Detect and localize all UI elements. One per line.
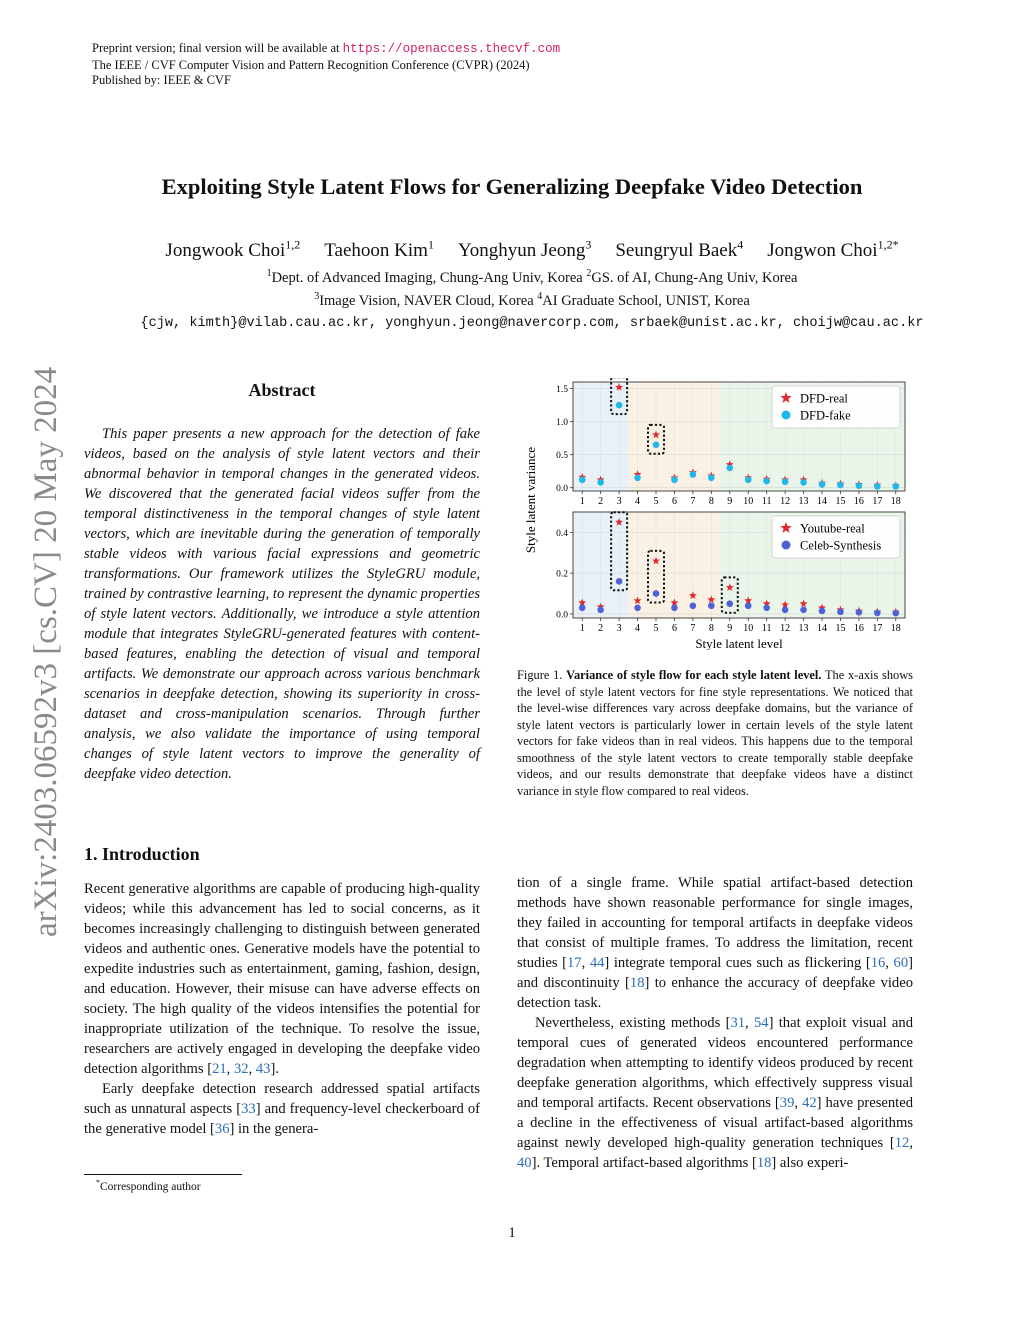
preprint-notice <box>92 41 560 89</box>
x-tick-label: 10 <box>743 623 754 634</box>
y-tick-label: 1.0 <box>556 418 568 429</box>
x-tick-label: 5 <box>653 623 659 634</box>
data-point-circle <box>745 476 752 483</box>
text-run: ] to enhance the accuracy of deepfake video detection task. <box>517 975 913 1011</box>
citation-link[interactable]: 18 <box>756 1155 772 1171</box>
x-tick-label: 13 <box>798 623 809 634</box>
data-point-circle <box>708 602 715 609</box>
data-point-circle <box>819 481 826 488</box>
data-point-circle <box>579 476 586 483</box>
x-tick-label: 14 <box>817 623 827 634</box>
data-point-circle <box>837 482 844 489</box>
legend-label: DFD-real <box>800 391 848 406</box>
chart-legend <box>772 516 900 558</box>
data-point-circle <box>616 402 623 409</box>
x-tick-label: 17 <box>872 623 883 634</box>
x-tick-label: 2 <box>598 496 604 507</box>
data-point-circle <box>856 609 863 616</box>
intro-paragraph <box>84 1079 480 1139</box>
y-tick-label: 1.5 <box>556 385 568 396</box>
author: Jongwook Choi$^{1,2}$ <box>165 238 301 262</box>
citation-link[interactable]: 12 <box>894 1135 910 1151</box>
x-tick-label: 15 <box>835 496 846 507</box>
data-point-circle <box>892 483 899 490</box>
intro-paragraph <box>517 1013 913 1173</box>
right-column-text <box>517 873 913 1173</box>
x-tick-label: 14 <box>817 496 827 507</box>
author-emails: {cjw, kimth}@vilab.cau.ac.kr, yonghyun.jeong@navercorp.com, srbaek@unist.ac.kr, choijw@cau.ac.kr <box>140 316 924 331</box>
text-run: ] that exploit visual and temporal cues of generated videos encountered performance degradation when attempting to identify videos produced by recent deepfake generation algorithms, which effectively suppress visual and temporal artifacts. Recent observations [ <box>517 1015 913 1111</box>
x-tick-label: 4 <box>635 623 641 634</box>
text-run: ] and discontinuity [ <box>517 955 913 991</box>
left-column-text <box>84 879 480 1139</box>
legend-label: DFD-fake <box>800 408 851 423</box>
y-tick-label: 0.0 <box>556 610 568 621</box>
chart-legend <box>772 386 900 428</box>
citation-link[interactable]: 43 <box>255 1061 271 1077</box>
data-point-circle <box>819 608 826 615</box>
citation-link[interactable]: 32 <box>233 1061 249 1077</box>
text-run: ] integrate temporal cues such as flickering [ <box>604 955 871 971</box>
x-tick-label: 7 <box>690 496 696 507</box>
x-tick-label: 13 <box>798 496 809 507</box>
text-run: ] and frequency-level checkerboard of the generative model [ <box>84 1101 480 1137</box>
author: Jongwon Choi$^{1,2*}$ <box>767 238 899 262</box>
data-point-circle <box>800 479 807 486</box>
x-tick-label: 4 <box>635 496 641 507</box>
data-point-circle <box>856 482 863 489</box>
x-tick-label: 3 <box>616 623 622 634</box>
data-point-circle <box>579 605 586 612</box>
text-run: ]. Temporal artifact-based algorithms [ <box>531 1155 757 1171</box>
text-run: tion of a single frame. While spatial artifact-based detection methods have shown reasonable performance for single images, they failed in accounting for temporal artifacts in deepfake videos that consist of multiple frames. To address the limitation, recent studies [ <box>517 875 913 971</box>
data-point-circle <box>597 479 604 486</box>
data-point-circle <box>616 578 623 585</box>
data-point-circle <box>634 474 641 481</box>
chart-panel-1 <box>556 378 905 507</box>
y-tick-label: 0.4 <box>556 528 568 539</box>
y-tick-label: 0.2 <box>556 569 568 580</box>
x-tick-label: 10 <box>743 496 754 507</box>
data-point-circle <box>763 478 770 485</box>
x-tick-label: 9 <box>727 623 733 634</box>
x-tick-label: 12 <box>780 623 791 634</box>
x-tick-label: 1 <box>579 496 585 507</box>
abstract-heading: Abstract <box>248 380 316 400</box>
text-run: , <box>226 1061 234 1077</box>
citation-link[interactable]: 40 <box>517 1155 532 1171</box>
author-list <box>0 238 1024 262</box>
data-point-circle <box>892 610 899 617</box>
y-tick-label: 0.5 <box>556 451 568 462</box>
data-point-circle <box>763 605 770 612</box>
x-tick-label: 9 <box>727 496 733 507</box>
x-tick-label: 18 <box>890 623 901 634</box>
author: Yonghyun Jeong$^3$ <box>457 238 592 262</box>
data-point-circle <box>653 441 660 448</box>
citation-link[interactable]: 44 <box>589 955 605 971</box>
data-point-circle <box>745 602 752 609</box>
text-run: ] also experi- <box>771 1155 849 1171</box>
paper-title: Exploiting Style Latent Flows for Generalizing Deepfake Video Detection <box>161 174 863 199</box>
y-tick-label: 0.0 <box>556 484 568 495</box>
text-run: Early deepfake detection research addressed spatial artifacts such as unnatural aspects [ <box>84 1081 480 1117</box>
text-run: ]. <box>270 1061 279 1077</box>
x-tick-label: 2 <box>598 623 604 634</box>
text-run: , <box>248 1061 256 1077</box>
chart-panel-2 <box>556 512 905 634</box>
intro-paragraph <box>517 873 913 1013</box>
citation-link[interactable]: 31 <box>730 1015 746 1031</box>
text-run: Recent generative algorithms are capable of producing high-quality videos; while this advancement has led to social concerns, as it becomes increasingly challenging to distinguish between generated videos and authentic ones. Generative models have the potential to expedite industries such as entertainment, gaming, fashion, design, and education. However, their misuse can have adverse effects on society. The high quality of the videos intensifies the potential for inappropriate utilization of the technique. To resolve the issue, researchers are actively engaged in developing the deepfake video detection algorithms [ <box>84 881 480 1077</box>
citation-link[interactable]: 54 <box>754 1015 769 1031</box>
legend-marker-circle <box>782 411 791 420</box>
x-tick-label: 18 <box>890 496 901 507</box>
data-point-circle <box>874 610 881 617</box>
text-run: , <box>909 1135 913 1151</box>
cvf-url-link[interactable]: https://openaccess.thecvf.com <box>342 42 561 56</box>
data-point-circle <box>874 483 881 490</box>
figure-1-caption: Figure 1. Variance of style flow for each style latent level. The x-axis shows the level of style latent vectors for fine style representations. We noticed that the level-wise differences vary across deepfake domains, but the variance of style latent vectors is particularly lower in certain levels of the style latent vectors for fake videos than in real videos. This happens due to the temporal smoothness of the style latent vectors to create temporally stable deepfake videos, and our results demonstrate that deepfake videos have a distinct variance in style flow compared to real videos. <box>517 668 913 798</box>
x-tick-label: 1 <box>579 623 585 634</box>
citation-link[interactable]: 60 <box>893 955 909 971</box>
x-tick-label: 7 <box>690 623 696 634</box>
citation-link[interactable]: 36 <box>214 1121 230 1137</box>
affiliation-line2: $^3$Image Vision, NAVER Cloud, Korea $^4$AI Graduate School, UNIST, Korea <box>314 291 750 309</box>
affiliation-line1: $^1$Dept. of Advanced Imaging, Chung-Ang Univ, Korea $^2$GS. of AI, Chung-Ang Univ, Korea <box>266 268 798 286</box>
x-tick-label: 16 <box>853 623 864 634</box>
footnote: *Corresponding author <box>96 1178 201 1193</box>
citation-link[interactable]: 18 <box>629 975 645 991</box>
data-point-circle <box>597 607 604 614</box>
abstract-body: This paper presents a new approach for the detection of fake videos, based on the analysis of style latent vectors and their abnormal behavior in temporal changes in the generated videos. We discovered that the generated facial videos suffer from the temporal distinctiveness in the temporal changes of style latent vectors, which are inevitable during the generation of temporally stable videos with various facial expressions and geometric transformations. Our framework utilizes the StyleGRU module, trained by contrastive learning, to represent the dynamic properties of style latent vectors. Additionally, we introduce a style attention module that integrates StyleGRU-generated features with content-based features, enabling the detection of visual and temporal artifacts. We demonstrate our approach across various benchmark scenarios in deepfake detection, showing its superiority in cross-dataset and cross-manipulation scenarios. Through further analysis, we also validate the importance of using temporal changes of style latent vectors to improve the generality of deepfake video detection. <box>84 426 480 782</box>
legend-marker-circle <box>782 541 791 550</box>
notice-line2: The IEEE / CVF Computer Vision and Pattern Recognition Conference (CVPR) (2024) <box>92 57 530 72</box>
section-heading-introduction: 1. Introduction <box>84 844 200 864</box>
figure-1-chart <box>517 378 917 650</box>
citation-link[interactable]: 39 <box>779 1095 795 1111</box>
x-tick-label: 8 <box>708 496 714 507</box>
page-number: 1 <box>508 1225 516 1241</box>
x-tick-label: 16 <box>853 496 864 507</box>
data-point-circle <box>634 605 641 612</box>
x-tick-label: 11 <box>761 496 772 507</box>
data-point-circle <box>653 590 660 597</box>
data-point-circle <box>690 602 697 609</box>
text-run: , <box>581 955 590 971</box>
data-point-circle <box>782 478 789 485</box>
data-point-circle <box>726 465 733 472</box>
x-tick-label: 5 <box>653 496 659 507</box>
text-run: ] in the genera- <box>229 1121 319 1137</box>
data-point-circle <box>690 471 697 478</box>
citation-link[interactable]: 16 <box>870 955 886 971</box>
intro-paragraph <box>84 879 480 1079</box>
citation-link[interactable]: 17 <box>566 955 582 971</box>
data-point-circle <box>800 607 807 614</box>
citation-link[interactable]: 21 <box>212 1061 227 1077</box>
data-point-circle <box>726 600 733 607</box>
x-tick-label: 3 <box>616 496 622 507</box>
y-axis-label: Style latent variance <box>523 446 538 554</box>
text-run: ] have presented a decline in the effectiveness of visual artifact-based algorithms against newly developed high-quality generation techniques [ <box>517 1095 914 1151</box>
data-point-circle <box>708 474 715 481</box>
notice-line3: Published by: IEEE & CVF <box>92 73 231 87</box>
data-point-circle <box>671 605 678 612</box>
x-tick-label: 6 <box>671 496 677 507</box>
data-point-circle <box>782 607 789 614</box>
text-run: , <box>794 1095 803 1111</box>
citation-link[interactable]: 42 <box>802 1095 817 1111</box>
text-run: Nevertheless, existing methods [ <box>535 1015 731 1031</box>
notice-line1: Preprint version; final version will be available at <box>92 41 343 55</box>
arxiv-stamp-text: arXiv:2403.06592v3 [cs.CV] 20 May 2024 <box>28 366 64 937</box>
text-run: , <box>745 1015 754 1031</box>
text-run: , <box>885 955 894 971</box>
data-point-circle <box>671 476 678 483</box>
arxiv-stamp <box>22 340 68 940</box>
data-point-circle <box>837 609 844 616</box>
x-tick-label: 12 <box>780 496 791 507</box>
citation-link[interactable]: 33 <box>241 1101 256 1117</box>
x-tick-label: 17 <box>872 496 883 507</box>
x-tick-label: 11 <box>761 623 772 634</box>
x-tick-label: 8 <box>708 623 714 634</box>
x-axis-label: Style latent level <box>695 636 783 650</box>
legend-label: Youtube-real <box>800 521 865 536</box>
legend-label: Celeb-Synthesis <box>800 538 882 553</box>
author: Taehoon Kim$^1$ <box>324 238 434 262</box>
x-tick-label: 6 <box>671 623 677 634</box>
footnote-rule <box>84 1174 242 1175</box>
author: Seungryul Baek$^4$ <box>615 238 744 262</box>
x-tick-label: 15 <box>835 623 846 634</box>
